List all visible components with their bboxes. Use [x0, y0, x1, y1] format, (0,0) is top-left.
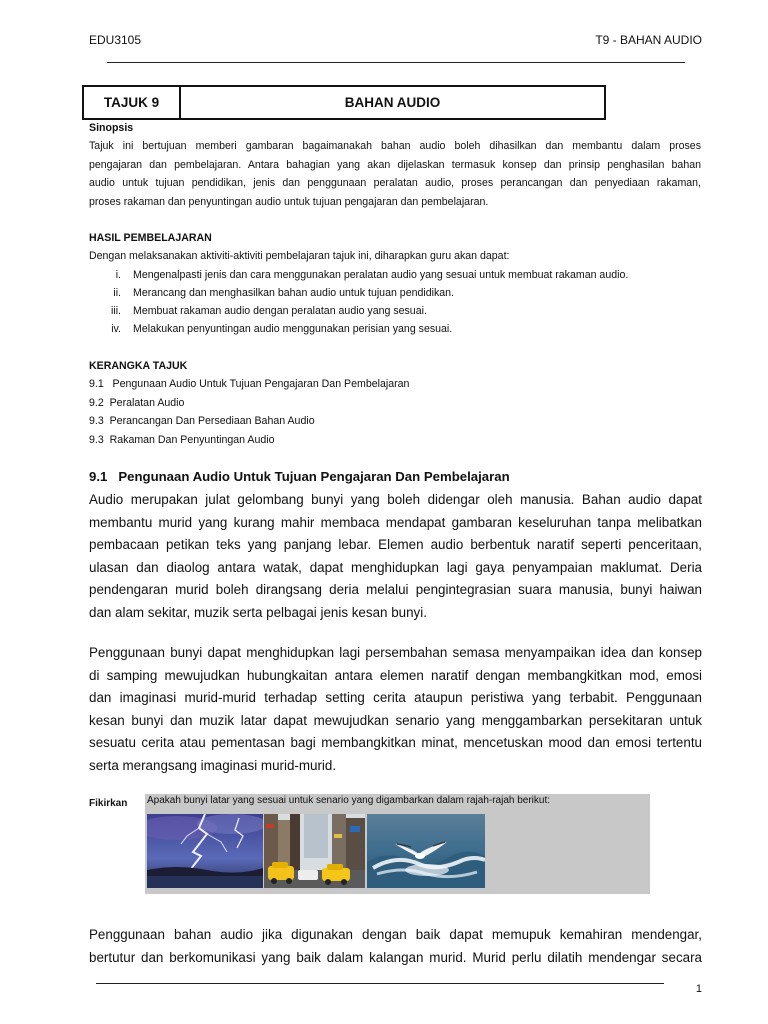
paragraph-line: dan alam sekitar, muzik serta pelbagai jenis kesan bunyi. — [89, 604, 427, 620]
list-item — [89, 302, 701, 320]
title-box — [82, 85, 606, 120]
list-text: Membuat rakaman audio dengan peralatan audio yang sesuai. — [133, 305, 427, 317]
sinopsis-heading: Sinopsis — [89, 122, 134, 134]
list-item — [89, 284, 701, 302]
list-number: iv. — [111, 323, 121, 335]
kerangka-heading: KERANGKA TAJUK — [89, 360, 188, 372]
seagull-waves-photo — [367, 814, 485, 888]
fikirkan-question: Apakah bunyi latar yang sesuai untuk senario yang digambarkan dalam rajah-rajah berikut: — [147, 795, 551, 806]
paragraph-3 — [89, 924, 702, 969]
list-number: ii. — [113, 287, 121, 299]
lightning-storm-photo — [147, 814, 263, 888]
paragraph-line: bertutur dan berkomunikasi yang baik dalam kalangan murid. Murid perlu dilatih mendengar secara — [89, 949, 702, 965]
page-number: 1 — [695, 983, 702, 995]
outline-item: 9.1 Pengunaan Audio Untuk Tujuan Pengajaran Dan Pembelajaran — [89, 378, 410, 390]
paragraph-line: serta merangsang imaginasi murid-murid. — [89, 757, 337, 773]
list-item — [89, 320, 701, 338]
sinopsis-line: Tajuk ini bertujuan memberi gambaran bagaimanakah bahan audio boleh dihasilkan dan membantu dalam proses — [89, 140, 701, 152]
sinopsis-line: proses rakaman dan penyuntingan audio untuk tujuan pengajaran dan pembelajaran. — [89, 195, 489, 208]
paragraph-line: dan imaginasi murid-murid terhadap setting cerita ataupun peristiwa yang terbabit. Penggunaan — [89, 690, 702, 706]
sinopsis-line: audio untuk tujuan pendidikan, jenis dan penggunaan peralatan audio, proses perancangan dan penyediaan rakaman, — [89, 177, 701, 189]
paragraph-2 — [89, 642, 702, 778]
paragraph-line: pembacaan petikan teks yang panjang lebar. Elemen audio berbentuk naratif seperti penceritaan, — [89, 537, 702, 553]
paragraph-line: di samping mewujudkan hubungkaitan antara elemen naratif dengan membangkitkan mod, emosi — [89, 667, 702, 683]
paragraph-line: ulasan dan diaolog antara watak, dapat menghidupkan lagi gaya penyampaian maklumat. Deria — [89, 559, 702, 575]
list-item — [89, 266, 701, 284]
topic-label: TAJUK 9 — [84, 87, 181, 118]
sinopsis-line: pengajaran dan pembelajaran. Antara bahagian yang akan dijelaskan termasuk konsep dan prinsip penghasilan bahan — [89, 158, 701, 171]
city-traffic-photo — [264, 814, 365, 888]
section-heading: 9.1 Pengunaan Audio Untuk Tujuan Pengajaran Dan Pembelajaran — [89, 469, 510, 484]
paragraph-line: pendengaran murid boleh dirangsang deria melalui pengintegrasian suara manusia, bunyi haiwan — [89, 582, 702, 598]
list-text: Mengenalpasti jenis dan cara menggunakan peralatan audio yang sesuai untuk membuat rakaman audio. — [133, 269, 629, 281]
paragraph-line: sesuatu cerita atau pementasan bagi membangkitkan minat, mencetuskan mood dan emosi tertentu — [89, 735, 702, 751]
hasil-heading: HASIL PEMBELAJARAN — [89, 232, 212, 244]
paragraph-line: Penggunaan bunyi dapat menghidupkan lagi persembahan semasa menyampaikan idea dan konsep — [89, 645, 702, 660]
list-text: Merancang dan menghasilkan bahan audio untuk tujuan pendidikan. — [133, 287, 454, 299]
header-rule — [107, 62, 685, 63]
header-left: EDU3105 — [89, 33, 142, 47]
paragraph-line: Audio merupakan julat gelombang bunyi yang boleh didengar oleh manusia. Bahan audio dapat — [89, 492, 702, 507]
sinopsis-text — [89, 137, 701, 211]
outline-item: 9.2 Peralatan Audio — [89, 396, 185, 409]
outline-item: 9.3 Perancangan Dan Persediaan Bahan Audio — [89, 415, 315, 427]
footer-rule — [96, 983, 664, 984]
outline-item: 9.3 Rakaman Dan Penyuntingan Audio — [89, 433, 275, 446]
topic-title: BAHAN AUDIO — [344, 95, 441, 110]
paragraph-1 — [89, 489, 702, 625]
list-number: iii. — [110, 305, 121, 317]
hasil-list — [89, 266, 701, 338]
hasil-intro: Dengan melaksanakan aktiviti-aktiviti pembelajaran tajuk ini, diharapkan guru akan dapat: — [89, 250, 510, 262]
paragraph-line: membantu murid yang kurang mahir membaca mendapat gambaran keseluruhan tanpa melibatkan — [89, 514, 702, 530]
fikirkan-box — [145, 794, 650, 894]
fikirkan-label: Fikirkan — [89, 798, 128, 809]
header-right: T9 - BAHAN AUDIO — [595, 33, 702, 47]
kerangka-list — [89, 375, 409, 449]
list-text: Melakukan penyuntingan audio menggunakan perisian yang sesuai. — [133, 323, 453, 335]
list-number: i. — [115, 269, 121, 281]
paragraph-line: Penggunaan bahan audio jika digunakan dengan baik dapat memupuk kemahiran mendengar, — [89, 927, 702, 942]
paragraph-line: kesan bunyi dan muzik latar dapat mewujudkan senario yang menggambarkan persekitaran untuk — [89, 712, 702, 728]
